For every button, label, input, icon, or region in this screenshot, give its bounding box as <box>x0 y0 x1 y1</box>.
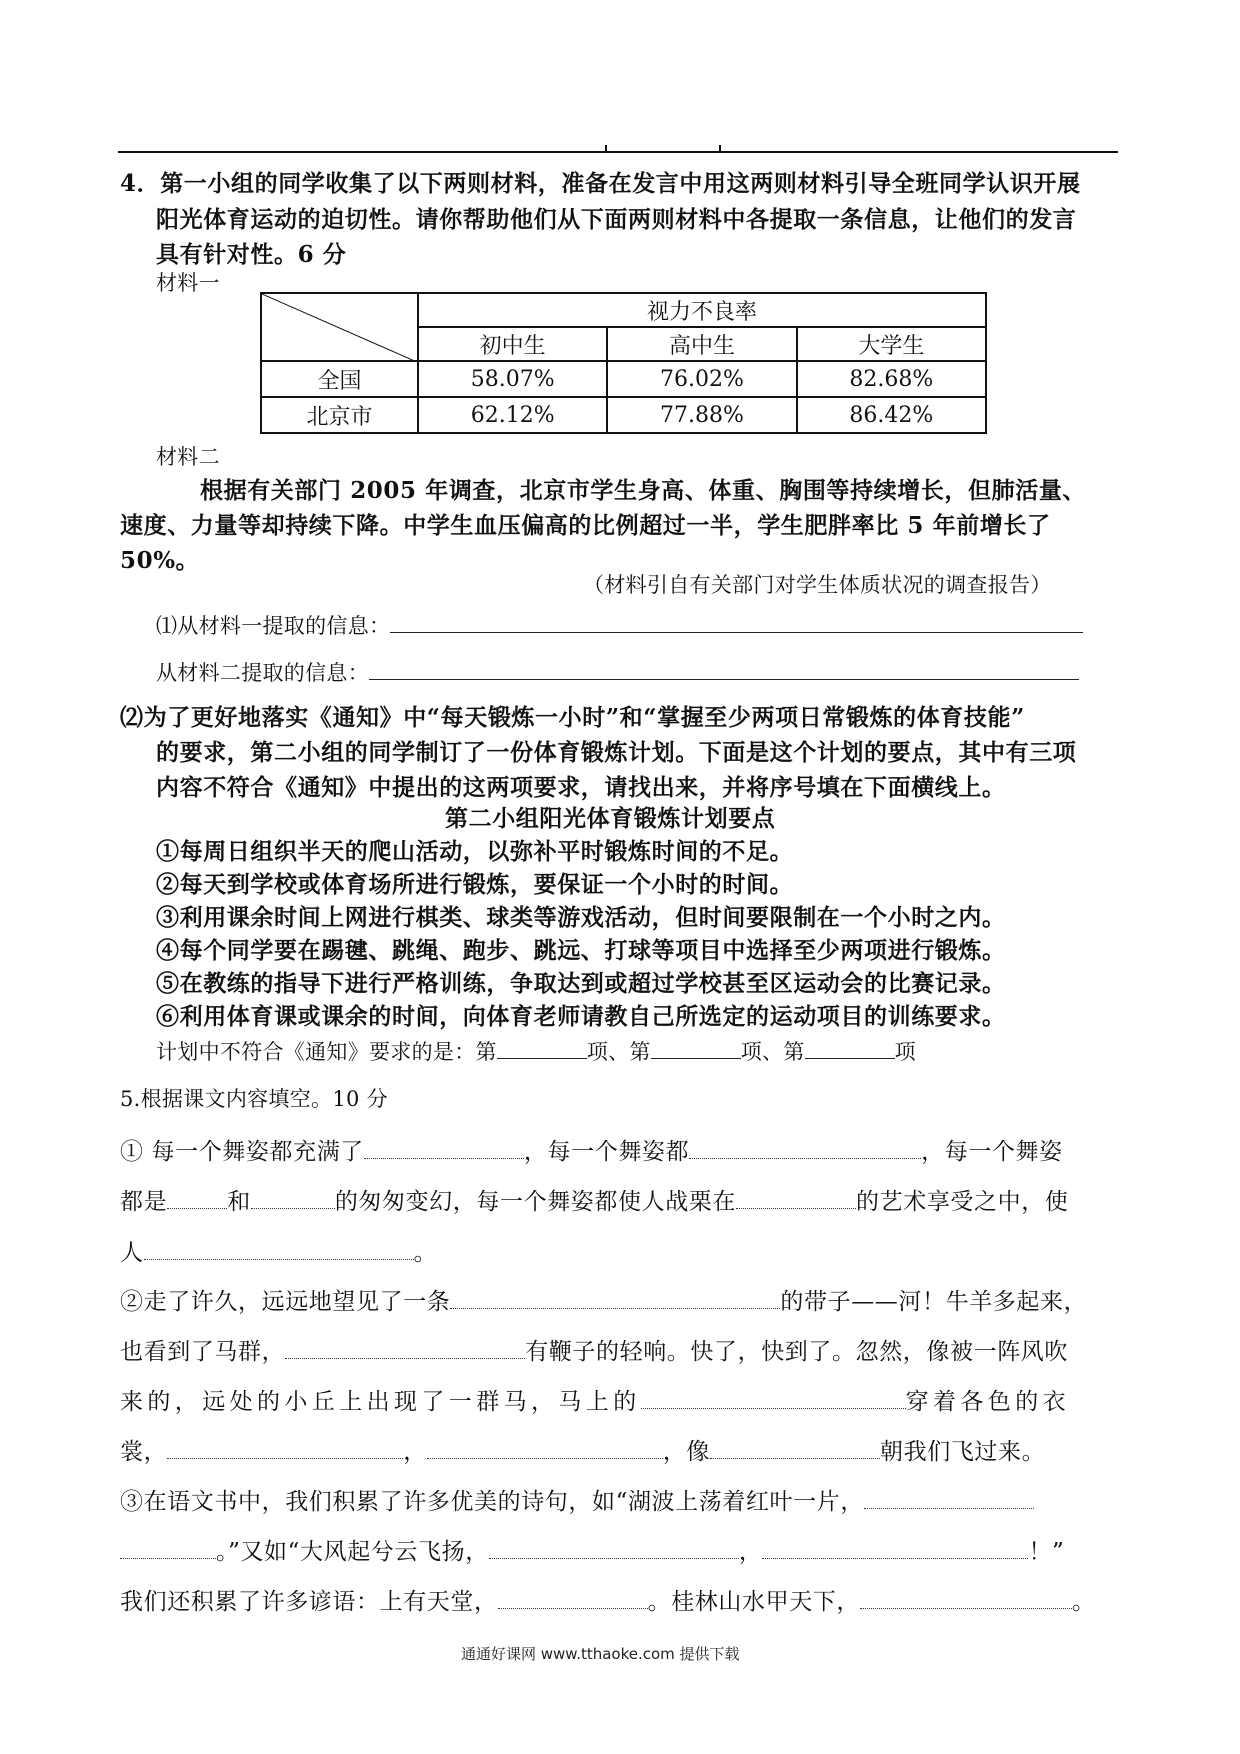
fill-blank[interactable] <box>736 1188 856 1209</box>
q4-line-1: 4．第一小组的同学收集了以下两则材料，准备在发言中用这两则材料引导全班同学认识开展 <box>120 170 1081 197</box>
q5-item3-line3 <box>120 1583 1096 1616</box>
q5-text: 来的，远处的小丘上出现了一群马，马上的 <box>120 1389 641 1415</box>
q5-item2-line2 <box>120 1333 1068 1366</box>
fill-blank[interactable] <box>364 1138 524 1159</box>
q5-text: 朝我们飞过来。 <box>880 1439 1046 1465</box>
fill-blank[interactable] <box>144 1239 414 1260</box>
plan-answer-line <box>156 1036 916 1066</box>
diagonal-line <box>262 294 417 362</box>
plan-answer-prefix: 计划中不符合《通知》要求的是：第 <box>156 1040 497 1064</box>
q5-text: ，像 <box>662 1439 711 1465</box>
material2-info-blank[interactable] <box>369 659 1079 680</box>
plan-answer-blank-3[interactable] <box>805 1038 895 1059</box>
plan-item: ①每周日组织半天的爬山活动，以弥补平时锻炼时间的不足。 <box>156 838 794 865</box>
q5-text: ③在语文书中，我们积累了许多优美的诗句，如“湖波上荡着红叶一片， <box>120 1489 864 1515</box>
q5-title: 5.根据课文内容填空。10 分 <box>120 1087 388 1111</box>
table-cell: 77.88% <box>607 397 796 433</box>
fill-blank[interactable] <box>427 1438 663 1459</box>
q5-text: ① 每一个舞姿都充满了 <box>120 1139 364 1165</box>
q5-text: ， <box>738 1539 763 1565</box>
q5-text: ！” <box>1028 1539 1065 1565</box>
q5-text: ，每一个舞姿都 <box>523 1139 690 1165</box>
plan-item: ③利用课余时间上网进行棋类、球类等游戏活动，但时间要限制在一个小时之内。 <box>156 904 1006 931</box>
fill-blank[interactable] <box>860 1588 1072 1609</box>
table-cell: 76.02% <box>607 361 796 397</box>
table-col-header: 大学生 <box>797 327 986 361</box>
fill-blank[interactable] <box>251 1188 335 1209</box>
table-row-label: 北京市 <box>261 397 418 433</box>
material-source: （材料引自有关部门对学生体质状况的调查报告） <box>583 573 1052 597</box>
table-cell: 62.12% <box>418 397 607 433</box>
material-2-line-2: 速度、力量等却持续下降。中学生血压偏高的比例超过一半，学生肥胖率比 5 年前增长了 <box>120 512 1051 539</box>
table-corner-cell <box>261 293 418 361</box>
q5-item2-line1 <box>120 1283 1087 1316</box>
q5-text: 人 <box>120 1240 144 1266</box>
table-cell: 58.07% <box>418 361 607 397</box>
table-col-header: 初中生 <box>418 327 607 361</box>
sub1-material2-label: 从材料二提取的信息： <box>156 661 369 685</box>
header-mark <box>605 145 721 152</box>
fill-blank[interactable] <box>167 1188 227 1209</box>
q5-item1-line3 <box>120 1234 437 1267</box>
q5-text: 和 <box>227 1189 251 1215</box>
q5-item1-line2 <box>120 1183 1068 1216</box>
q5-text: 。”又如“大风起兮云飞扬， <box>216 1539 489 1565</box>
q5-text: 。 <box>1072 1589 1096 1615</box>
q5-text: 。 <box>413 1240 438 1266</box>
table-cell: 86.42% <box>797 397 986 433</box>
sub2-line-1: ⑵为了更好地落实《通知》中“每天锻炼一小时”和“掌握至少两项日常锻炼的体育技能” <box>120 704 1025 731</box>
fill-blank[interactable] <box>120 1538 216 1559</box>
q5-item1-line1 <box>120 1133 1063 1166</box>
fill-blank[interactable] <box>285 1338 525 1359</box>
q5-text: 我们还积累了许多谚语：上有天堂， <box>120 1589 498 1615</box>
q5-text: ②走了许久，远远地望见了一条 <box>120 1289 451 1315</box>
table-cell: 82.68% <box>797 361 986 397</box>
fill-blank[interactable] <box>489 1538 739 1559</box>
material-1-label: 材料一 <box>156 271 220 295</box>
q4-line-2: 阳光体育运动的迫切性。请你帮助他们从下面两则材料中各提取一条信息，让他们的发言 <box>156 206 1077 233</box>
q5-text: ， <box>403 1439 427 1465</box>
material-2-label: 材料二 <box>156 445 220 469</box>
plan-item: ⑤在教练的指导下进行严格训练，争取达到或超过学校甚至区运动会的比赛记录。 <box>156 970 1006 997</box>
fill-blank[interactable] <box>641 1388 906 1409</box>
q5-item2-line4 <box>120 1433 1045 1466</box>
plan-title: 第二小组阳光体育锻炼计划要点 <box>445 805 776 832</box>
q5-text: 裳， <box>120 1439 168 1465</box>
q5-text: 也看到了马群， <box>120 1339 286 1365</box>
material1-info-blank[interactable] <box>390 612 1083 633</box>
plan-item: ④每个同学要在踢毽、跳绳、跑步、跳远、打球等项目中选择至少两项进行锻炼。 <box>156 937 1006 964</box>
q5-text: 的带子——河！牛羊多起来， <box>780 1289 1088 1315</box>
sub1-material1-prompt <box>156 610 1083 640</box>
fill-blank[interactable] <box>710 1438 880 1459</box>
plan-answer-suffix: 项 <box>894 1040 916 1064</box>
plan-item: ⑥利用体育课或课余的时间，向体育老师请教自己所选定的运动项目的训练要求。 <box>156 1003 1006 1030</box>
footer-source: 通通好课网 www.tthaoke.com 提供下载 <box>461 1645 740 1663</box>
material-2-line-1: 根据有关部门 2005 年调查，北京市学生身高、体重、胸围等持续增长，但肺活量、 <box>200 477 1087 504</box>
q4-line-3: 具有针对性。6 分 <box>156 241 347 268</box>
plan-answer-sep-2: 项、第 <box>740 1040 805 1064</box>
plan-answer-sep-1: 项、第 <box>586 1040 651 1064</box>
q5-text: 有鞭子的轻响。快了，快到了。忽然，像被一阵风吹 <box>525 1339 1069 1365</box>
q5-text: 都是 <box>120 1189 168 1215</box>
vision-rate-table <box>260 292 987 434</box>
table-row-label: 全国 <box>261 361 418 397</box>
plan-answer-blank-1[interactable] <box>497 1038 587 1059</box>
fill-blank[interactable] <box>762 1538 1028 1559</box>
material-2-line-3: 50%。 <box>120 547 200 574</box>
fill-blank[interactable] <box>864 1488 1034 1509</box>
fill-blank[interactable] <box>498 1588 648 1609</box>
q5-item2-line3 <box>120 1383 1070 1416</box>
sub1-material2-prompt <box>156 657 1079 687</box>
sub2-line-3: 内容不符合《通知》中提出的这两项要求，请找出来，并将序号填在下面横线上。 <box>156 774 1006 801</box>
q5-text: 。桂林山水甲天下， <box>647 1589 861 1615</box>
sub2-line-2: 的要求，第二小组的同学制订了一份体育锻炼计划。下面是这个计划的要点，其中有三项 <box>156 739 1077 766</box>
plan-item: ②每天到学校或体育场所进行锻炼，要保证一个小时的时间。 <box>156 871 794 898</box>
q5-item3-line1 <box>120 1483 1034 1516</box>
q5-text: 的艺术享受之中，使 <box>856 1189 1069 1215</box>
q5-item3-line2 <box>120 1533 1064 1566</box>
q5-text: ，每一个舞姿 <box>921 1139 1063 1165</box>
fill-blank[interactable] <box>450 1288 780 1309</box>
fill-blank[interactable] <box>689 1138 921 1159</box>
fill-blank[interactable] <box>167 1438 403 1459</box>
q5-text: 穿着各色的衣 <box>905 1389 1071 1415</box>
table-col-header: 高中生 <box>607 327 796 361</box>
q5-text: 的匆匆变幻，每一个舞姿都使人战栗在 <box>334 1189 737 1215</box>
table-group-header: 视力不良率 <box>418 293 986 327</box>
sub1-material1-label: ⑴从材料一提取的信息： <box>156 614 391 638</box>
plan-answer-blank-2[interactable] <box>651 1038 741 1059</box>
